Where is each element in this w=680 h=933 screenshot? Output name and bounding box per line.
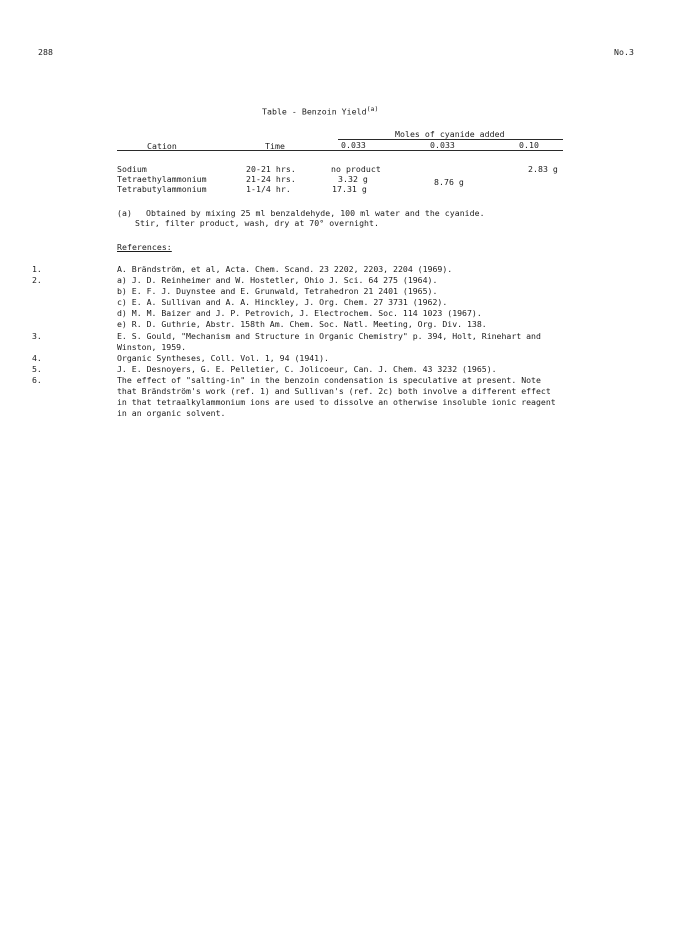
reference-text: J. E. Desnoyers, G. E. Pelletier, C. Jolicoeur, Can. J. Chem. 43 3232 (1965). bbox=[117, 364, 497, 374]
col-header-time: Time bbox=[265, 141, 285, 151]
reference-text: in an organic solvent. bbox=[117, 408, 226, 418]
col-header-moles-2: 0.033 bbox=[430, 140, 455, 150]
cell-moles-1: 17.31 g bbox=[332, 184, 367, 194]
reference-text: E. S. Gould, "Mechanism and Structure in Organic Chemistry" p. 394, Holt, Rinehart and bbox=[117, 331, 541, 341]
reference-number: 1. bbox=[32, 264, 42, 274]
table-footnote-line-1: Obtained by mixing 25 ml benzaldehyde, 100 ml water and the cyanide. bbox=[146, 208, 485, 218]
reference-number: 4. bbox=[32, 353, 42, 363]
cell-time: 20-21 hrs. bbox=[246, 164, 296, 174]
reference-text: e) R. D. Guthrie, Abstr. 158th Am. Chem. Soc. Natl. Meeting, Org. Div. 138. bbox=[117, 319, 487, 329]
col-header-moles-1: 0.033 bbox=[341, 140, 366, 150]
table-title-note: (a) bbox=[366, 105, 379, 113]
reference-text: in that tetraalkylammonium ions are used to dissolve an otherwise insoluble ionic reagent bbox=[117, 397, 556, 407]
reference-text: that Brändström's work (ref. 1) and Sullivan's (ref. 2c) both involve a different effect bbox=[117, 386, 551, 396]
moles-group-header: Moles of cyanide added bbox=[395, 129, 505, 139]
reference-text: The effect of "salting-in" in the benzoin condensation is speculative at present. Note bbox=[117, 375, 541, 385]
issue-number: No.3 bbox=[614, 47, 634, 57]
reference-number: 6. bbox=[32, 375, 42, 385]
table-title bbox=[262, 105, 378, 117]
header-bottom-rule bbox=[117, 150, 563, 151]
reference-number: 5. bbox=[32, 364, 42, 374]
cell-moles-3: 2.83 g bbox=[528, 164, 558, 174]
reference-text: b) E. F. J. Duynstee and E. Grunwald, Tetrahedron 21 2401 (1965). bbox=[117, 286, 438, 296]
reference-text: Organic Syntheses, Coll. Vol. 1, 94 (1941). bbox=[117, 353, 329, 363]
reference-text: a) J. D. Reinheimer and W. Hostetler, Ohio J. Sci. 64 275 (1964). bbox=[117, 275, 438, 285]
cell-cation: Tetrabutylammonium bbox=[117, 184, 207, 194]
cell-moles-2: 8.76 g bbox=[434, 177, 464, 187]
page-number: 288 bbox=[38, 47, 53, 57]
cell-time: 1-1/4 hr. bbox=[246, 184, 291, 194]
cell-time: 21-24 hrs. bbox=[246, 174, 296, 184]
reference-text: Winston, 1959. bbox=[117, 342, 187, 352]
col-header-cation: Cation bbox=[147, 141, 177, 151]
table-title-text: Table - Benzoin Yield bbox=[262, 106, 367, 117]
cell-moles-1: no product bbox=[331, 164, 381, 174]
cell-cation: Sodium bbox=[117, 164, 147, 174]
cell-moles-1: 3.32 g bbox=[338, 174, 368, 184]
reference-text: A. Brändström, et al, Acta. Chem. Scand. 23 2202, 2203, 2204 (1969). bbox=[117, 264, 453, 274]
references-heading: References: bbox=[117, 242, 172, 252]
reference-number: 3. bbox=[32, 331, 42, 341]
reference-number: 2. bbox=[32, 275, 42, 285]
table-footnote-line-2: Stir, filter product, wash, dry at 70° overnight. bbox=[135, 218, 379, 228]
table-footnote-marker: (a) bbox=[117, 208, 132, 218]
cell-cation: Tetraethylammonium bbox=[117, 174, 207, 184]
reference-text: d) M. M. Baizer and J. P. Petrovich, J. Electrochem. Soc. 114 1023 (1967). bbox=[117, 308, 482, 318]
col-header-moles-3: 0.10 bbox=[519, 140, 539, 150]
reference-text: c) E. A. Sullivan and A. A. Hinckley, J. Org. Chem. 27 3731 (1962). bbox=[117, 297, 448, 307]
